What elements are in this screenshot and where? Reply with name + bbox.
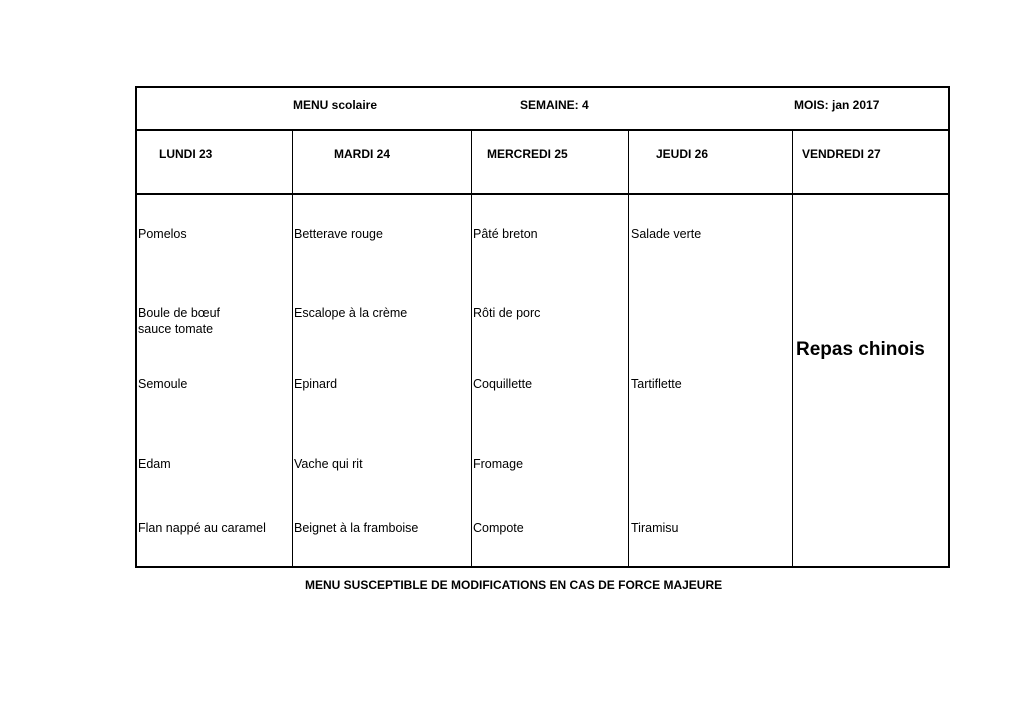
menu-title: MENU scolaire: [293, 98, 378, 112]
column-divider-2: [471, 130, 472, 566]
footer-note: MENU SUSCEPTIBLE DE MODIFICATIONS EN CAS DE FORCE MAJEURE: [305, 578, 723, 592]
month-label: MOIS: jan 2017: [794, 98, 880, 112]
menu-item: Pomelos: [138, 227, 187, 241]
week-label: SEMAINE: 4: [520, 98, 589, 112]
day-row-divider: [137, 193, 948, 195]
menu-item: Boule de bœuf: [138, 306, 220, 320]
header-divider: [137, 129, 948, 131]
menu-item: Tartiflette: [631, 377, 682, 391]
menu-item: Semoule: [138, 377, 188, 391]
menu-item: Fromage: [473, 457, 524, 471]
menu-item: Epinard: [294, 377, 338, 391]
column-divider-4: [792, 130, 793, 566]
menu-item: Coquillette: [473, 377, 533, 391]
column-divider-1: [292, 130, 293, 566]
menu-item: Vache qui rit: [294, 457, 363, 471]
menu-item: sauce tomate: [138, 322, 214, 336]
day-header-vendredi: VENDREDI 27: [802, 147, 881, 161]
day-header-mardi: MARDI 24: [334, 147, 391, 161]
day-header-mercredi: MERCREDI 25: [487, 147, 568, 161]
menu-item: Flan nappé au caramel: [138, 521, 266, 535]
day-header-jeudi: JEUDI 26: [656, 147, 709, 161]
menu-item: Betterave rouge: [294, 227, 383, 241]
menu-item: Rôti de porc: [473, 306, 541, 320]
special-meal: Repas chinois: [796, 339, 925, 360]
menu-item: Beignet à la framboise: [294, 521, 419, 535]
day-header-lundi: LUNDI 23: [159, 147, 213, 161]
menu-item: Salade verte: [631, 227, 702, 241]
menu-item: Escalope à la crème: [294, 306, 408, 320]
column-divider-3: [628, 130, 629, 566]
menu-item: Compote: [473, 521, 524, 535]
menu-item: Pâté breton: [473, 227, 538, 241]
menu-item: Edam: [138, 457, 171, 471]
menu-item: Tiramisu: [631, 521, 679, 535]
